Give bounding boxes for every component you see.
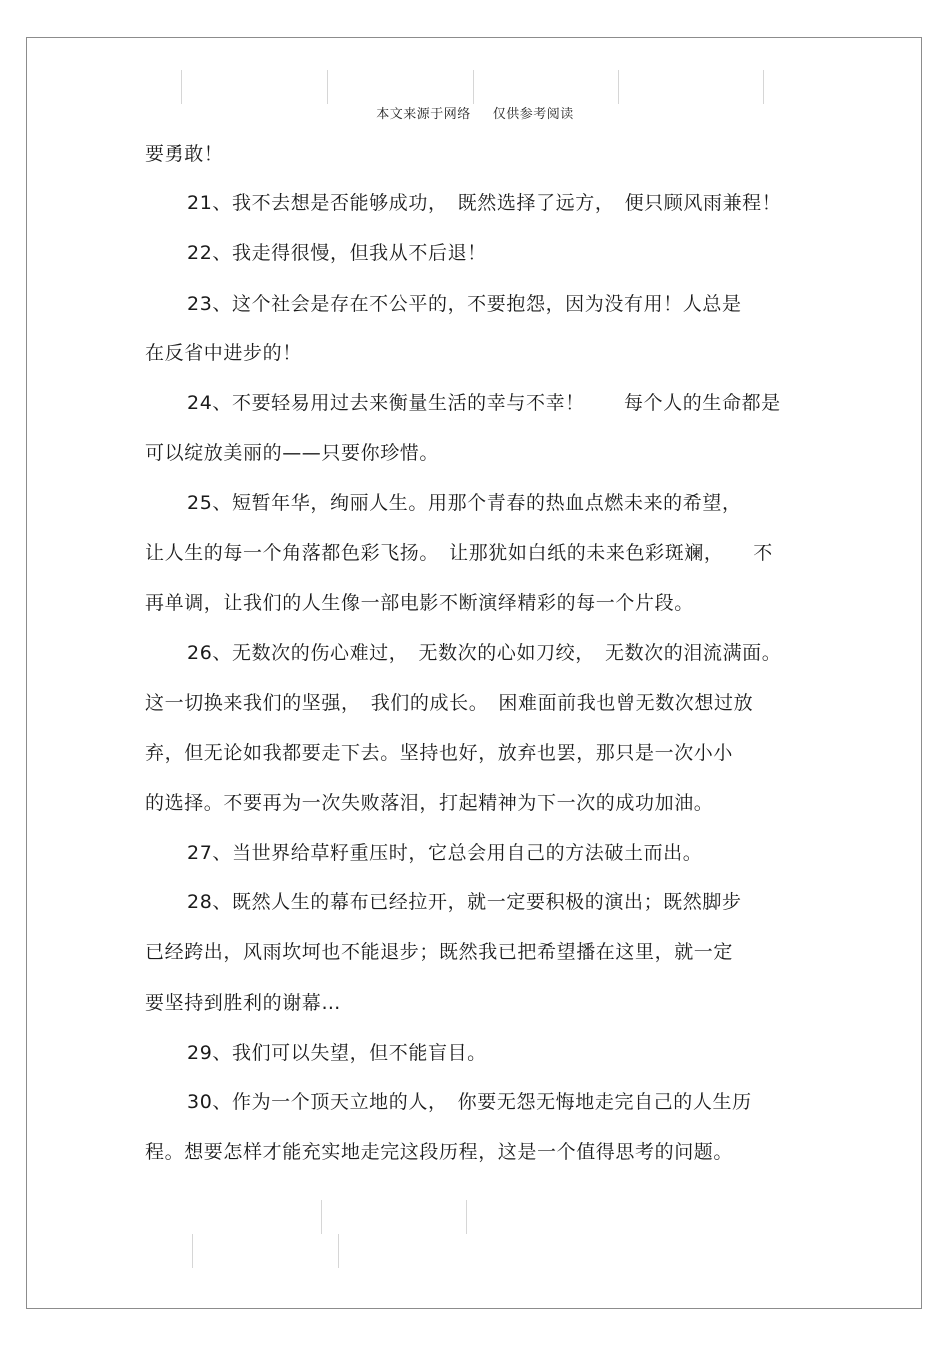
text-line: 在反省中进步的！ (145, 342, 302, 364)
bottom-divider-2 (466, 1200, 467, 1234)
text-line: 22、我走得很慢，但我从不后退！ (187, 242, 487, 264)
top-divider-3 (473, 70, 474, 104)
bottom-divider-1 (321, 1200, 322, 1234)
text-line: 29、我们可以失望，但不能盲目。 (187, 1042, 487, 1064)
text-line: 26、无数次的伤心难过， 无数次的心如刀绞， 无数次的泪流满面。 (187, 642, 782, 664)
page-border (26, 37, 922, 1309)
text-line: 28、既然人生的幕布已经拉开，就一定要积极的演出；既然脚步 (187, 891, 742, 913)
text-line: 让人生的每一个角落都色彩飞扬。 让那犹如白纸的未来色彩斑斓， 不 (145, 542, 773, 564)
text-line: 要坚持到胜利的谢幕… (145, 992, 342, 1014)
text-line: 21、我不去想是否能够成功， 既然选择了远方， 便只顾风雨兼程！ (187, 192, 782, 214)
text-line: 25、短暂年华，绚丽人生。用那个青春的热血点燃未来的希望， (187, 492, 742, 514)
text-line: 程。想要怎样才能充实地走完这段历程，这是一个值得思考的问题。 (145, 1141, 734, 1163)
text-line: 的选择。不要再为一次失败落泪，打起精神为下一次的成功加油。 (145, 792, 714, 814)
bottom-divider-3 (192, 1234, 193, 1268)
text-line: 24、不要轻易用过去来衡量生活的幸与不幸！ 每个人的生命都是 (187, 392, 781, 414)
header-reference-note: 仅供参考阅读 (492, 107, 574, 122)
text-line: 已经跨出，风雨坎坷也不能退步；既然我已把希望播在这里，就一定 (145, 941, 734, 963)
text-line: 23、这个社会是存在不公平的，不要抱怨，因为没有用！人总是 (187, 293, 742, 315)
text-line: 这一切换来我们的坚强， 我们的成长。 困难面前我也曾无数次想过放 (145, 692, 754, 714)
text-line: 30、作为一个顶天立地的人， 你要无怨无悔地走完自己的人生历 (187, 1091, 752, 1113)
top-divider-5 (763, 70, 764, 104)
top-divider-4 (618, 70, 619, 104)
text-line: 再单调，让我们的人生像一部电影不断演绎精彩的每一个片段。 (145, 592, 694, 614)
top-divider-1 (181, 70, 182, 104)
text-line: 弃，但无论如我都要走下去。坚持也好，放弃也罢，那只是一次小小 (145, 742, 734, 764)
header-source-note: 本文来源于网络 (376, 107, 471, 122)
bottom-divider-4 (338, 1234, 339, 1268)
text-line: 要勇敢！ (145, 143, 224, 165)
text-line: 可以绽放美丽的——只要你珍惜。 (145, 442, 440, 464)
page-header (0, 103, 950, 122)
text-line: 27、当世界给草籽重压时，它总会用自己的方法破土而出。 (187, 842, 703, 864)
top-divider-2 (327, 70, 328, 104)
